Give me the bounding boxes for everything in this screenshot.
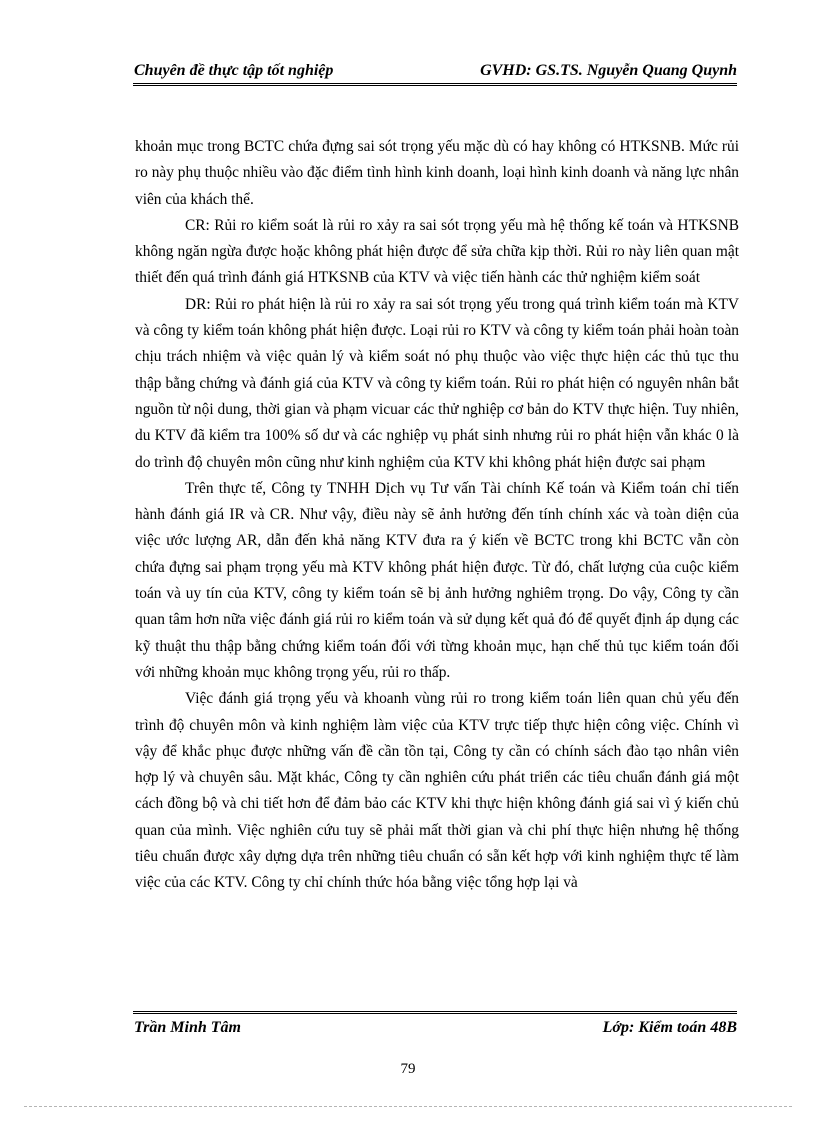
- footer-author: Trần Minh Tâm: [134, 1019, 241, 1036]
- page-header: [133, 56, 737, 86]
- paragraph-2: CR: Rủi ro kiểm soát là rủi ro xảy ra sai sót trọng yếu mà hệ thống kế toán và HTKSNB không ngăn ngừa được hoặc không phát hiện được để sửa chữa kịp thời. Rủi ro này liên quan mật thiết đến quá trình đánh giá HTKSNB của KTV và việc tiến hành các thử nghiệm kiểm soát: [135, 216, 739, 287]
- body-text: [135, 134, 739, 897]
- header-title: Chuyên đề thực tập tốt nghiệp: [134, 62, 334, 79]
- paragraph-4: Trên thực tế, Công ty TNHH Dịch vụ Tư vấn Tài chính Kế toán và Kiểm toán chỉ tiến hành đánh giá IR và CR. Như vậy, điều này sẽ ảnh hưởng đến tính chính xác và toàn diện của việc ước lượng AR, dẫn đến khả năng KTV đưa ra ý kiến về BCTC trong khi BCTC vẫn còn chứa đựng sai phạm trọng yếu mà KTV không phát hiện được. Từ đó, chất lượng của cuộc kiểm toán và uy tín của KTV, công ty kiểm toán sẽ bị ảnh hưởng nghiêm trọng. Do vậy, Công ty cần quan tâm hơn nữa việc đánh giá rủi ro kiểm toán và sử dụng kết quả đó để quyết định áp dụng các kỹ thuật thu thập bằng chứng kiểm toán đối với từng khoản mục, hạn chế thủ tục kiểm toán đối với những khoản mục không trọng yếu, rủi ro thấp.: [135, 479, 739, 681]
- page-number: 79: [400, 1061, 416, 1077]
- footer-class: Lớp: Kiểm toán 48B: [602, 1019, 737, 1036]
- header-supervisor: GVHD: GS.TS. Nguyễn Quang Quynh: [480, 62, 737, 79]
- page-footer: [133, 1011, 737, 1041]
- paragraph-3: DR: Rủi ro phát hiện là rủi ro xảy ra sai sót trọng yếu trong quá trình kiểm toán mà KTV và công ty kiểm toán không phát hiện được. Loại rủi ro KTV và công ty kiểm toán phải hoàn toàn chịu trách nhiệm và việc quản lý và kiểm soát nó phụ thuộc vào việc thực hiện các thủ tục thu thập bằng chứng và đánh giá của KTV và công ty kiểm toán. Rủi ro phát hiện có nguyên nhân bắt nguồn từ nội dung, thời gian và phạm vicuar các thử nghiệp cơ bản do KTV thực hiện. Tuy nhiên, du KTV đã kiểm tra 100% số dư và các nghiệp vụ phát sinh nhưng rủi ro phát hiện vẫn khác 0 là do trình độ chuyên môn cũng như kinh nghiệm của KTV khi không phát hiện được sai phạm: [135, 295, 739, 471]
- paragraph-5: Việc đánh giá trọng yếu và khoanh vùng rủi ro trong kiểm toán liên quan chủ yếu đến trình độ chuyên môn và kinh nghiệm làm việc của KTV trực tiếp thực hiện công việc. Chính vì vậy để khắc phục được những vấn đề cần tồn tại, Công ty cần có chính sách đào tạo nhân viên hợp lý và chuyên sâu. Mặt khác, Công ty cần nghiên cứu phát triển các tiêu chuẩn đánh giá một cách đồng bộ và chi tiết hơn để đảm bảo các KTV khi thực hiện không đánh giá sai vì ý kiến chủ quan của mình. Việc nghiên cứu tuy sẽ phải mất thời gian và chi phí thực hiện nhưng hệ thống tiêu chuẩn được xây dựng dựa trên những tiêu chuẩn có sẵn kết hợp với kinh nghiệm thực tế làm việc của các KTV. Công ty chỉ chính thức hóa bằng việc tổng hợp lại và: [135, 690, 739, 892]
- paragraph-1: khoản mục trong BCTC chứa đựng sai sót trọng yếu mặc dù có hay không có HTKSNB. Mức rủi ro này phụ thuộc nhiều vào đặc điểm tình hình kinh doanh, loại hình kinh doanh và năng lực nhân viên của khách thể.: [135, 138, 739, 208]
- page-bottom-divider: [24, 1106, 792, 1107]
